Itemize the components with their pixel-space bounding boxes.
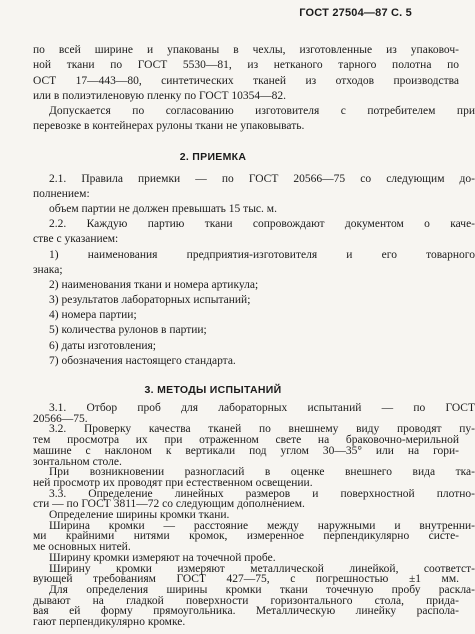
list-item: 5) количества рулонов в партии;	[49, 324, 207, 336]
text-line: Ширину кромки измеряют металлической линейкой, соответст-	[49, 562, 475, 575]
text-line: ОСТ 17—443—80, синтетических тканей из отходов производства	[33, 75, 459, 87]
text-line: ней просмотр их проводят при естественном освещении.	[33, 476, 313, 489]
text-line: вующей требованиям ГОСТ 427—75, с погрешностью ±1 мм.	[33, 573, 459, 586]
text-line: по всей ширине и упакованы в чехлы, изготовленные из упаковоч-	[33, 44, 459, 56]
text-line: Допускается по согласованию изготовителя с потребителем при	[49, 105, 475, 117]
text-line: или в полиэтиленовую пленку по ГОСТ 10354—82.	[33, 90, 286, 102]
text-line: ме основных нитей.	[33, 541, 131, 554]
text-line: Определение ширины кромки ткани.	[49, 509, 230, 521]
text-line: При возникновении разногласий в оценке внешнего вида тка-	[49, 466, 475, 479]
section-heading: 2. ПРИЕМКА	[179, 151, 247, 163]
section-heading: 3. МЕТОДЫ ИСПЫТАНИЙ	[144, 384, 282, 396]
text-line: 2.1. Правила приемки — по ГОСТ 20566—75 со следующим до-	[49, 173, 475, 185]
text-line: Ширину кромки измеряют на точечной пробе.	[49, 551, 276, 564]
text-line: гают перпендикулярно кромке.	[33, 616, 186, 628]
text-line: стве с указанием:	[33, 233, 119, 245]
text-line: ми крайними нитями кромок, измеренное перпендикулярно систе-	[33, 530, 459, 543]
text-line: 2.2. Каждую партию ткани сопровождают документом о каче-	[49, 218, 475, 230]
text-line: 20566—75.	[33, 412, 88, 425]
page-header: ГОСТ 27504—87 С. 5	[299, 7, 412, 19]
text-line: вая ей форму прямоугольника. Металлическую линейку распола-	[33, 605, 459, 618]
list-item: 1) наименования предприятия-изготовителя и его товарного	[49, 249, 475, 261]
text-line: зонтальном столе.	[33, 455, 122, 468]
text-line: 3.2. Проверку качества тканей по внешнему виду проводят пу-	[49, 423, 475, 436]
text-line: Для определения ширины кромки ткани точечную пробу раскла-	[49, 583, 475, 596]
text-line: машине с наклоном к вертикали под углом 30—35° или на гори-	[33, 444, 459, 457]
text-line: ной ткани по ГОСТ 5530—81, из нетканого тарного полотна по	[33, 59, 459, 71]
list-item: 6) даты изготовления;	[49, 340, 157, 352]
text-line: полнением:	[33, 188, 90, 200]
text-line: Ширина кромки — расстояние между наружными и внутренни-	[49, 519, 475, 532]
list-item: 2) наименования ткани и номера артикула;	[49, 279, 259, 291]
list-item: 4) номера партии;	[49, 309, 137, 321]
list-item: 7) обозначения настоящего стандарта.	[49, 355, 236, 367]
text-line: 3.3. Определение линейных размеров и поверхностной плотно-	[49, 487, 475, 500]
text-line: объем партии не должен превышать 15 тыс. м.	[49, 203, 277, 215]
text-line: 3.1. Отбор проб для лабораторных испытаний — по ГОСТ	[49, 402, 475, 414]
text-line: сти — по ГОСТ 3811—72 со следующим дополнением.	[33, 498, 305, 511]
list-item: 3) результатов лабораторных испытаний;	[49, 294, 251, 306]
text-line: тем просмотра их при отраженном свете на браковочно-мерильной	[33, 434, 459, 447]
text-line: перевозке в контейнерах рулоны ткани не упаковывать.	[33, 120, 305, 132]
text-line: дывают на гладкой поверхности горизонтального стола, прида-	[33, 594, 459, 607]
text-line: знака;	[33, 264, 63, 276]
